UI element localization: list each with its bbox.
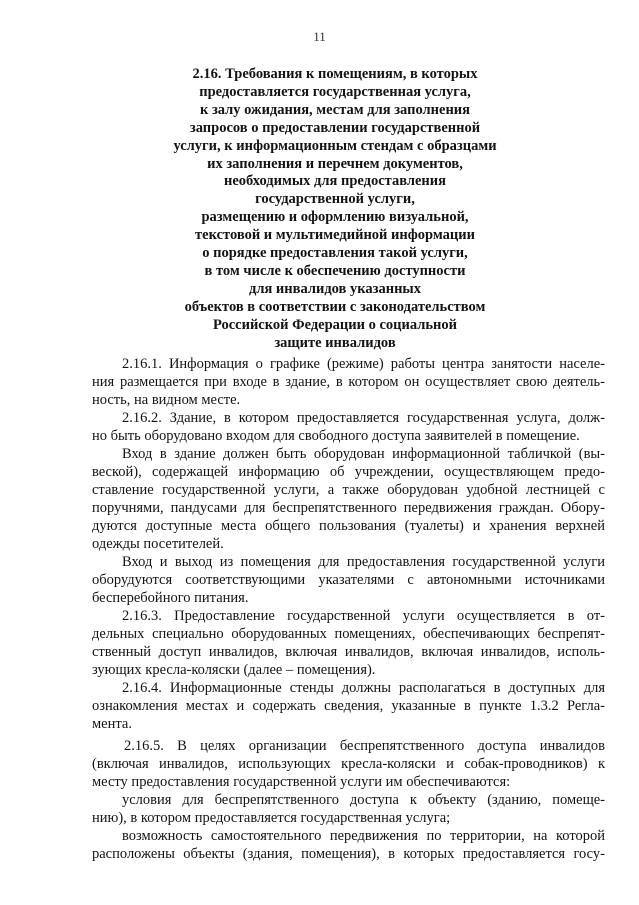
- text-line: мента.: [92, 716, 132, 732]
- title-line: текстовой и мультимедийной информации: [195, 227, 475, 244]
- paragraph-p-2-16-2: [92, 409, 605, 445]
- text-line: Вход и выход из помещения для предоставления государственной услуги: [122, 554, 605, 570]
- title-line: для инвалидов указанных: [248, 280, 422, 297]
- page-number: 11: [313, 29, 326, 44]
- text-line: месту предоставления государственной услуги им обеспечиваются:: [92, 774, 511, 790]
- paragraph-p-entrance: [92, 445, 605, 553]
- text-line: возможность самостоятельного передвижения по территории, на которой: [122, 828, 605, 844]
- document-body: [92, 355, 605, 863]
- title-line: к залу ожидания, местам для заполнения: [199, 101, 471, 118]
- title-line: запросов о предоставлении государственной: [189, 119, 481, 136]
- text-line: дельных специально оборудованных помещениях, обеспечивающих беспрепят-: [92, 626, 605, 642]
- title-line: их заполнения и перечнем документов,: [207, 155, 463, 172]
- text-line: 2.16.4. Информационные стенды должны располагаться в доступных для: [122, 680, 605, 696]
- paragraph-p-conditions: [92, 791, 605, 827]
- text-line: расположены объекты (здания, помещения), в которых предоставляется госу-: [92, 846, 605, 862]
- title-line: защите инвалидов: [274, 334, 396, 351]
- text-line: веской), содержащей информацию об учреждении, осуществляющем предо-: [92, 464, 605, 480]
- title-line: необходимых для предоставления: [224, 173, 446, 190]
- text-line: 2.16.2. Здание, в котором предоставляется государственная услуга, долж-: [122, 410, 605, 426]
- text-line: условия для беспрепятственного доступа к объекту (зданию, помеще-: [122, 792, 605, 808]
- title-line: услуги, к информационным стендам с образцами: [173, 137, 497, 154]
- section-title: [120, 66, 550, 353]
- text-line: ставление государственной услуги, а также оборудован удобной лестницей с: [92, 482, 605, 498]
- text-line: дуются доступные места общего пользования (туалеты) и хранения верхней: [92, 518, 605, 534]
- title-line: Российской Федерации о социальной: [212, 316, 458, 333]
- text-line: Вход в здание должен быть оборудован информационной табличкой (вы-: [122, 446, 605, 462]
- paragraph-p-signs: [92, 553, 605, 607]
- text-line: 2.16.3. Предоставление государственной услуги осуществляется в от-: [122, 608, 605, 624]
- text-line: ния размещается при входе в здание, в котором он осуществляет свою деятель-: [92, 374, 605, 390]
- text-line: оборудуются соответствующими указателями с автономными источниками: [92, 572, 605, 588]
- text-line: ность, на видном месте.: [92, 392, 241, 408]
- text-line: (включая инвалидов, использующих кресла-коляски и собак-проводников) к: [92, 756, 605, 772]
- text-line: бесперебойного питания.: [92, 590, 249, 606]
- text-line: одежды посетителей.: [92, 536, 224, 552]
- text-line: ознакомления местах и содержать сведения, указанные в пункте 1.3.2 Регла-: [92, 698, 605, 714]
- title-line: размещению и оформлению визуальной,: [201, 209, 469, 226]
- paragraph-p-movement: [92, 827, 605, 863]
- text-line: зующих кресла-коляски (далее – помещения).: [92, 662, 376, 678]
- paragraph-p-2-16-5: [92, 737, 605, 791]
- text-line: поручнями, пандусами для беспрепятственного передвижения граждан. Обору-: [92, 500, 605, 516]
- text-line: нию), в котором предоставляется государственная услуга;: [92, 810, 451, 826]
- title-line: объектов в соответствии с законодательством: [184, 298, 486, 315]
- paragraph-p-2-16-4: [92, 679, 605, 733]
- text-line: 2.16.5. В целях организации беспрепятственного доступа инвалидов: [124, 738, 605, 754]
- text-line: но быть оборудовано входом для свободного доступа заявителей в помещение.: [92, 428, 580, 444]
- title-line: государственной услуги,: [255, 191, 415, 208]
- paragraph-p-2-16-1: [92, 355, 605, 409]
- title-line: 2.16. Требования к помещениям, в которых: [192, 66, 478, 82]
- text-line: ственный доступ инвалидов, включая инвалидов, включая инвалидов, исполь-: [92, 644, 605, 660]
- title-line: в том числе к обеспечению доступности: [204, 262, 466, 279]
- text-line: 2.16.1. Информация о графике (режиме) работы центра занятости населе-: [122, 356, 605, 372]
- paragraph-p-2-16-3: [92, 607, 605, 679]
- title-line: о порядке предоставления такой услуги,: [202, 245, 468, 262]
- title-line: предоставляется государственная услуга,: [199, 83, 471, 100]
